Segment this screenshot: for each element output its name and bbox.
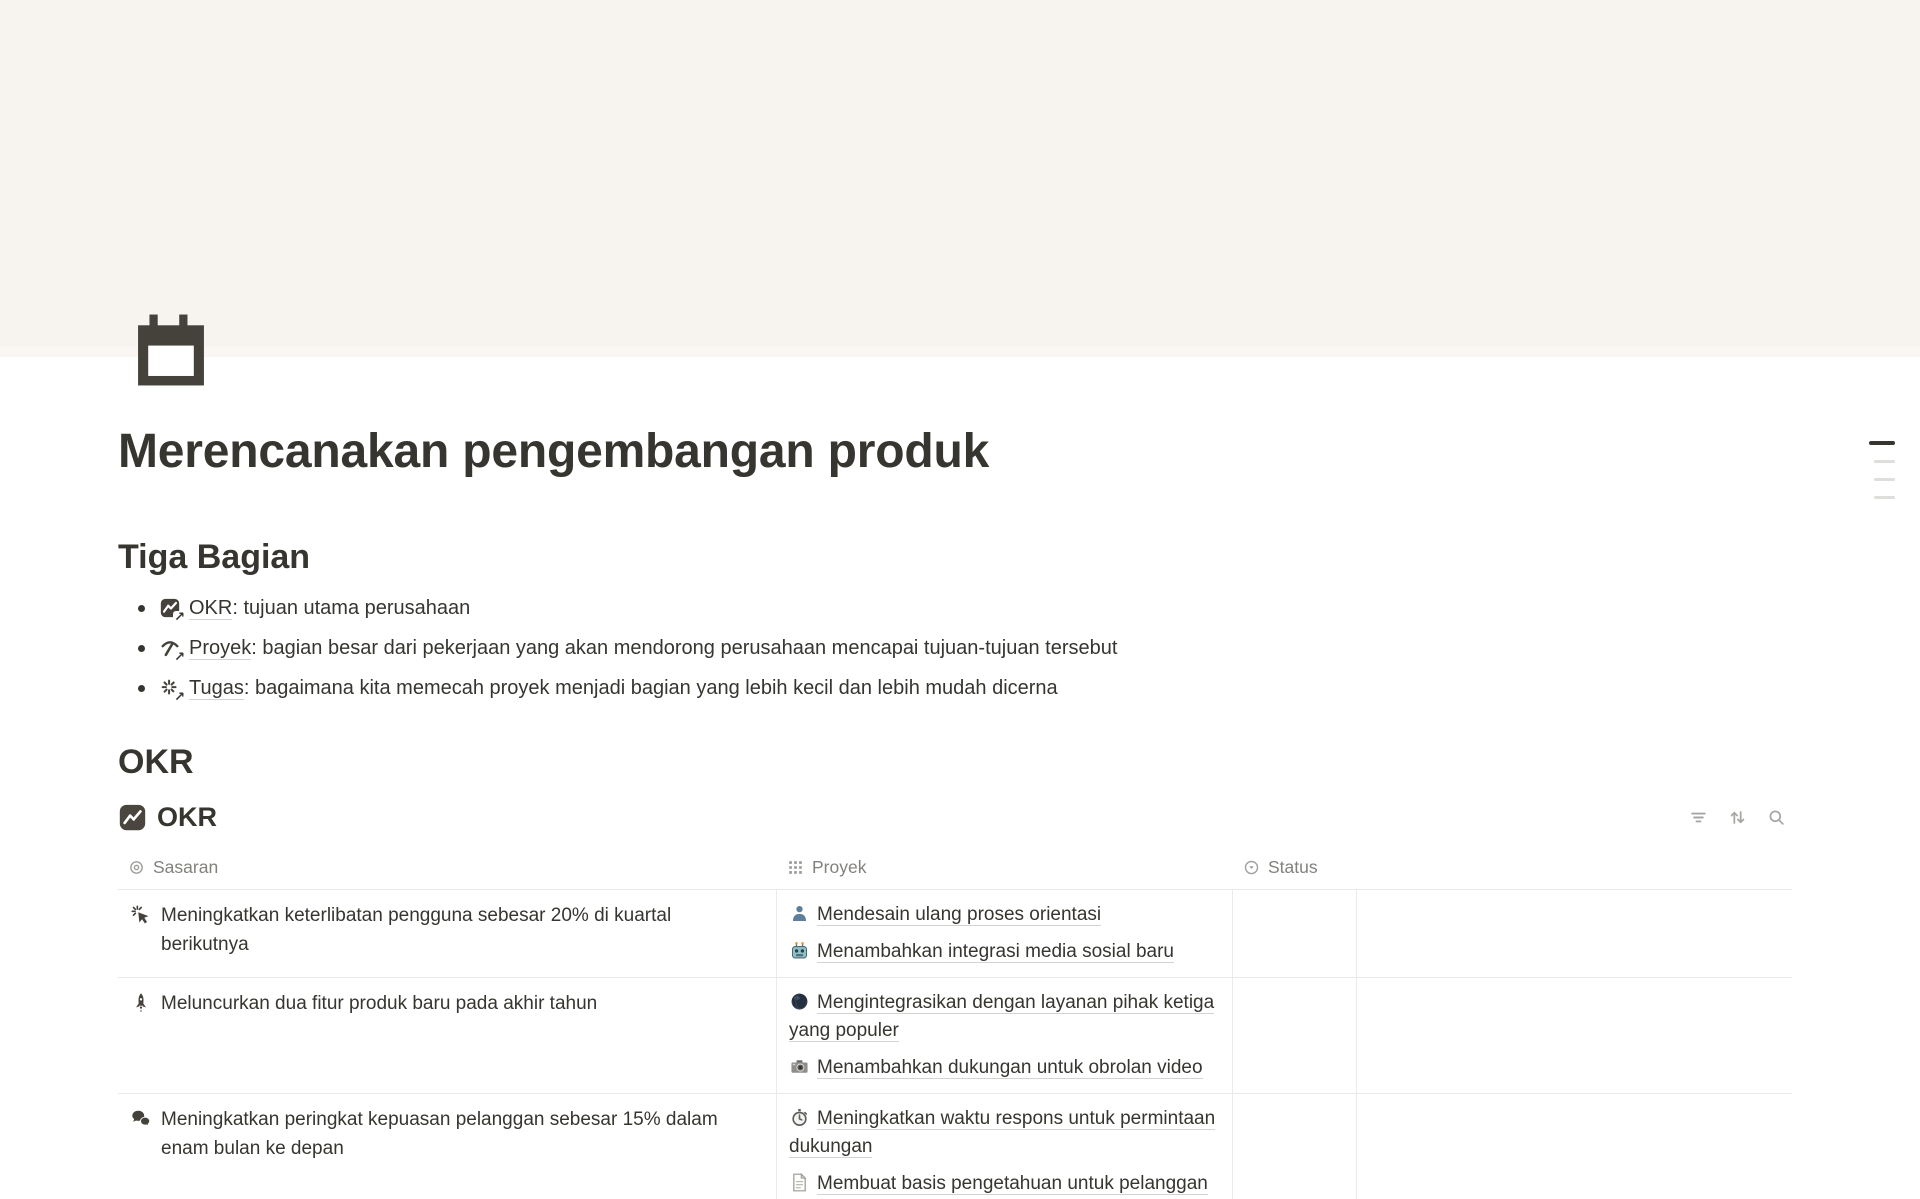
- chart-page-icon: [159, 597, 185, 624]
- list-item: [118, 588, 1792, 628]
- page-link-okr[interactable]: OKR: [189, 596, 233, 619]
- relation-link[interactable]: Menambahkan dukungan untuk obrolan video: [789, 1054, 1220, 1082]
- stopwatch-icon: [789, 1107, 810, 1128]
- search-icon[interactable]: [1767, 808, 1786, 827]
- relation-link[interactable]: Membuat basis pengetahuan untuk pelanggan: [789, 1170, 1220, 1198]
- sort-icon[interactable]: [1728, 808, 1747, 827]
- bullet-marker: [138, 605, 145, 612]
- bullet-text: OKR: tujuan utama perusahaan: [189, 596, 471, 619]
- cell-sasaran[interactable]: [118, 1094, 777, 1199]
- page-link-proyek[interactable]: Proyek: [189, 636, 252, 659]
- bullet-marker: [138, 685, 145, 692]
- table-row: [118, 1094, 1792, 1199]
- pickaxe-page-icon: [159, 637, 185, 664]
- cell-text: Meningkatkan peringkat kepuasan pelanggan sebesar 15% dalam enam bulan ke depan: [161, 1108, 718, 1159]
- database-title[interactable]: OKR: [157, 801, 217, 832]
- table-row: [118, 890, 1792, 978]
- sparkle-page-icon: [159, 677, 185, 704]
- link-arrow-icon: ↗: [174, 688, 185, 704]
- relation-link[interactable]: Meningkatkan waktu respons untuk permintaan dukungan: [789, 1107, 1216, 1157]
- table-row: [118, 978, 1792, 1094]
- cell-empty[interactable]: [1357, 1094, 1792, 1199]
- camera-icon: [789, 1056, 810, 1077]
- bullet-text: Tugas: bagaimana kita memecah proyek menjadi bagian yang lebih kecil dan lebih mudah dicerna: [189, 676, 1058, 699]
- relation-link[interactable]: Mengintegrasikan dengan layanan pihak ketiga yang populer: [789, 991, 1215, 1041]
- cell-text: Meningkatkan keterlibatan pengguna sebesar 20% di kuartal berikutnya: [161, 904, 672, 955]
- column-header-proyek[interactable]: Proyek: [777, 847, 1233, 889]
- cell-proyek: [777, 978, 1233, 1093]
- cell-empty[interactable]: [1357, 978, 1792, 1093]
- status-icon: [1243, 859, 1260, 876]
- cell-proyek: [777, 1094, 1233, 1199]
- person-icon: [789, 903, 810, 924]
- bullet-list: [118, 588, 1792, 708]
- document-icon: [789, 1172, 810, 1193]
- table-header-row: [118, 847, 1792, 890]
- filter-icon[interactable]: [1689, 808, 1708, 827]
- link-arrow-icon: ↗: [174, 608, 185, 624]
- cursor-click-icon: [130, 904, 152, 926]
- cell-empty[interactable]: [1357, 890, 1792, 977]
- relation-link[interactable]: Menambahkan integrasi media sosial baru: [789, 938, 1220, 966]
- cell-status[interactable]: [1233, 890, 1357, 977]
- link-arrow-icon: ↗: [174, 648, 185, 664]
- relation-link[interactable]: Mendesain ulang proses orientasi: [789, 901, 1220, 929]
- column-header-sasaran[interactable]: Sasaran: [118, 847, 777, 889]
- section-heading-okr: OKR: [118, 742, 194, 781]
- globe-icon: [789, 991, 810, 1012]
- list-item: [118, 668, 1792, 708]
- column-header-empty[interactable]: [1357, 847, 1792, 889]
- bullet-marker: [138, 645, 145, 652]
- cell-status[interactable]: [1233, 1094, 1357, 1199]
- column-header-status[interactable]: Status: [1233, 847, 1357, 889]
- speech-bubbles-icon: [130, 1108, 152, 1130]
- page-link-tugas[interactable]: Tugas: [189, 676, 244, 699]
- cell-proyek: [777, 890, 1233, 977]
- robot-icon: [789, 940, 810, 961]
- database-header: [118, 802, 1792, 833]
- bullet-text: Proyek: bagian besar dari pekerjaan yang akan mendorong perusahaan mencapai tujuan-tujuan tersebut: [189, 636, 1118, 659]
- grid-icon: [787, 859, 804, 876]
- okr-table: [118, 847, 1792, 1199]
- page-title[interactable]: Merencanakan pengembangan produk: [118, 425, 990, 478]
- cell-sasaran[interactable]: [118, 978, 777, 1093]
- chart-db-icon: [118, 803, 147, 832]
- target-icon: [128, 859, 145, 876]
- section-heading-tiga-bagian: Tiga Bagian: [118, 537, 311, 576]
- cell-sasaran[interactable]: [118, 890, 777, 977]
- cell-status[interactable]: [1233, 978, 1357, 1093]
- rocket-icon: [130, 992, 152, 1014]
- cell-text: Meluncurkan dua fitur produk baru pada akhir tahun: [161, 992, 598, 1014]
- database-toolbar: [1689, 808, 1792, 827]
- list-item: [118, 628, 1792, 668]
